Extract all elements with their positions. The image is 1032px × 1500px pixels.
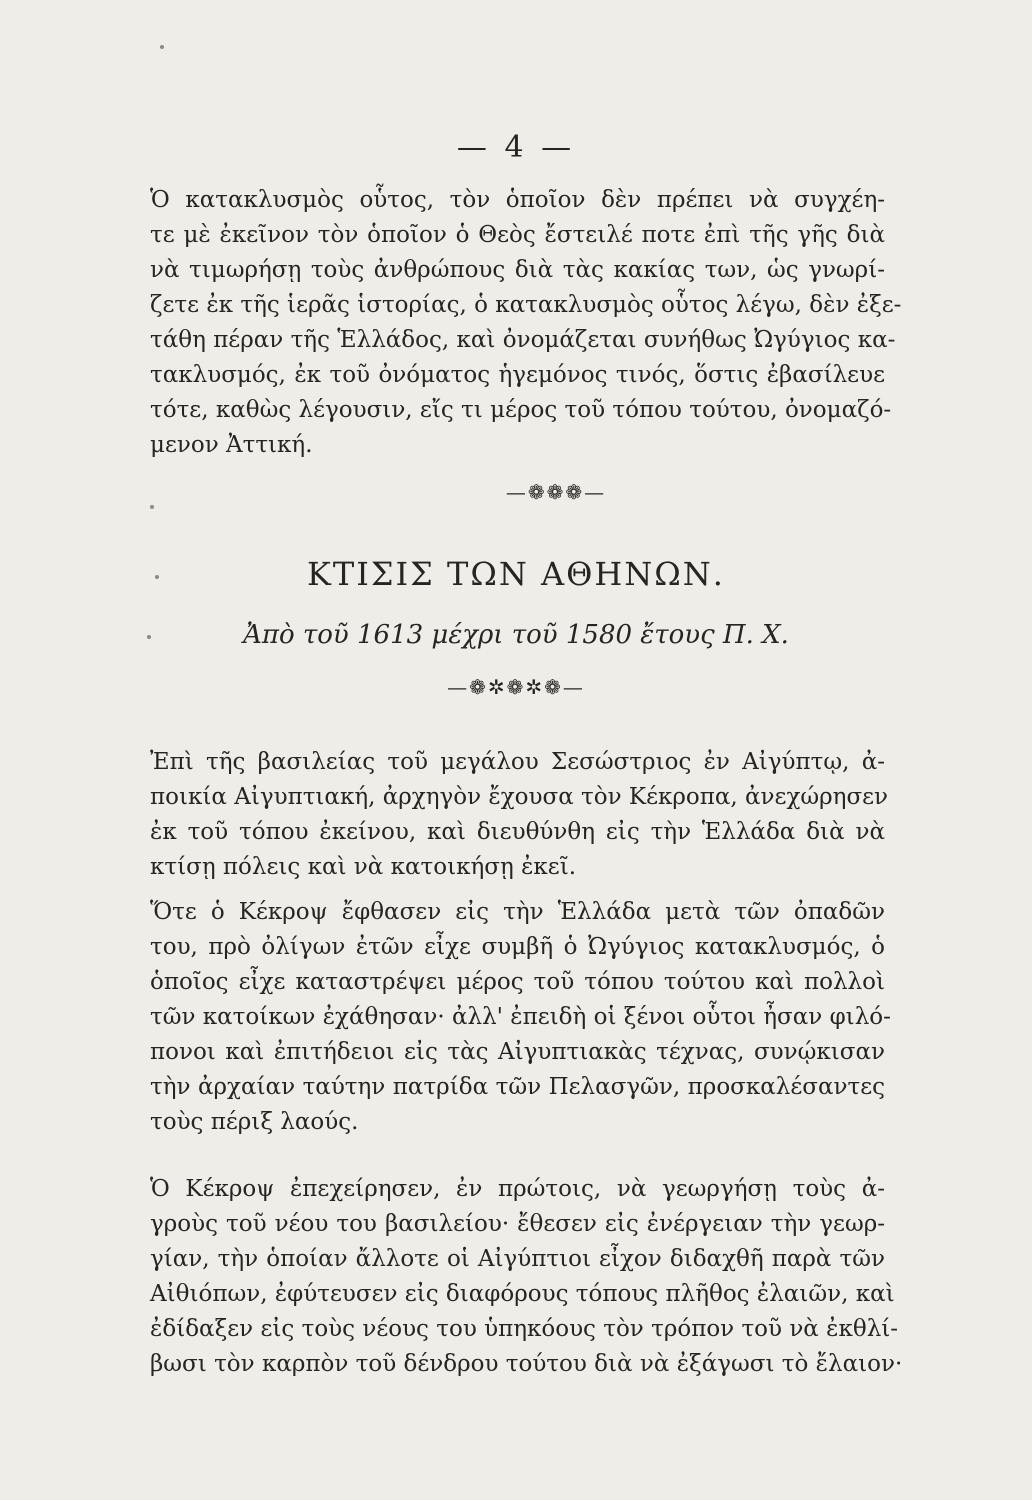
text-line: ζετε ἐκ τῆς ἱερᾶς ἱστορίας, ὁ κατακλυσμὸς οὗτος λέγω, δὲν ἐξε- (150, 292, 902, 318)
text-line: νὰ τιμωρήσῃ τοὺς ἀνθρώπους διὰ τὰς κακίας των, ὡς γνωρί- (150, 257, 885, 283)
text-line: Ἐπὶ τῆς βασιλείας τοῦ μεγάλου Σεσώστριος ἐν Αἰγύπτῳ, ἀ- (150, 749, 885, 775)
text-line: πονοι καὶ ἐπιτήδειοι εἰς τὰς Αἰγυπτιακὰς τέχνας, συνῴκισαν (150, 1039, 885, 1065)
text-line: ἐδίδαξεν εἰς τοὺς νέους του ὑπηκόους τὸν τρόπον τοῦ νὰ ἐκθλί- (150, 1316, 899, 1342)
text-line: Ὁ Κέκροψ ἐπεχείρησεν, ἐν πρώτοις, νὰ γεωργήσῃ τοὺς ἀ- (150, 1176, 885, 1202)
text-line: τάθη πέραν τῆς Ἑλλάδος, καὶ ὀνομάζεται συνήθως Ὠγύγιος κα- (150, 327, 896, 353)
text-line: του, πρὸ ὀλίγων ἐτῶν εἶχε συμβῆ ὁ Ὠγύγιος κατακλυσμός, ὁ (150, 934, 885, 960)
text-line: τοὺς πέριξ λαούς. (150, 1109, 359, 1135)
text-line: τότε, καθὼς λέγουσιν, εἴς τι μέρος τοῦ τόπου τούτου, ὀνομαζό- (150, 397, 892, 423)
ink-speck (160, 45, 164, 49)
section-heading: ΚΤΙΣΙΣ ΤΩΝ ΑΘΗΝΩΝ. (307, 555, 725, 593)
ornament-divider-top: —❁❁❁— (505, 480, 607, 504)
text-line: τὴν ἀρχαίαν ταύτην πατρίδα τῶν Πελασγῶν, προσκαλέσαντες (150, 1074, 885, 1100)
paragraph-2 (150, 745, 889, 885)
text-line: μενον Ἀττική. (150, 432, 313, 458)
text-line: ποικία Αἰγυπτιακή, ἀρχηγὸν ἔχουσα τὸν Κέκροπα, ἀνεχώρησεν (150, 784, 889, 810)
text-line: γίαν, τὴν ὁποίαν ἄλλοτε οἱ Αἰγύπτιοι εἶχον διδαχθῆ παρὰ τῶν (150, 1246, 885, 1272)
ornament-divider-bottom: —❁✲❁✲❁— (447, 675, 585, 699)
paragraph-3 (150, 895, 891, 1140)
text-line: τακλυσμός, ἐκ τοῦ ὀνόματος ἡγεμόνος τινός, ὅστις ἐβασίλευε (150, 362, 885, 388)
paragraph-1 (150, 183, 902, 463)
page-number: — 4 — (456, 130, 576, 165)
text-line: γροὺς τοῦ νέου του βασιλείου· ἔθεσεν εἰς ἐνέργειαν τὴν γεωρ- (150, 1211, 885, 1237)
text-line: Ὅτε ὁ Κέκροψ ἔφθασεν εἰς τὴν Ἑλλάδα μετὰ τῶν ὀπαδῶν (150, 899, 885, 925)
text-line: τῶν κατοίκων ἐχάθησαν· ἀλλ' ἐπειδὴ οἱ ξένοι οὗτοι ἦσαν φιλό- (150, 1004, 891, 1030)
text-line: ἐκ τοῦ τόπου ἐκείνου, καὶ διευθύνθη εἰς τὴν Ἑλλάδα διὰ νὰ (150, 819, 885, 845)
section-subheading: Ἀπὸ τοῦ 1613 μέχρι τοῦ 1580 ἔτους Π. Χ. (243, 620, 789, 650)
text-line: βωσι τὸν καρπὸν τοῦ δένδρου τούτου διὰ νὰ ἐξάγωσι τὸ ἔλαιον· (150, 1351, 903, 1377)
text-line: κτίσῃ πόλεις καὶ νὰ κατοικήσῃ ἐκεῖ. (150, 854, 577, 880)
paragraph-4 (150, 1172, 903, 1382)
ink-speck (150, 505, 154, 509)
text-line: ὁποῖος εἶχε καταστρέψει μέρος τοῦ τόπου τούτου καὶ πολλοὶ (150, 969, 885, 995)
text-line: Ὁ κατακλυσμὸς οὗτος, τὸν ὁποῖον δὲν πρέπει νὰ συγχέη- (150, 187, 885, 213)
text-line: τε μὲ ἐκεῖνον τὸν ὁποῖον ὁ Θεὸς ἔστειλέ ποτε ἐπὶ τῆς γῆς διὰ (150, 222, 885, 248)
text-line: Αἰθιόπων, ἐφύτευσεν εἰς διαφόρους τόπους πλῆθος ἐλαιῶν, καὶ (150, 1281, 895, 1307)
